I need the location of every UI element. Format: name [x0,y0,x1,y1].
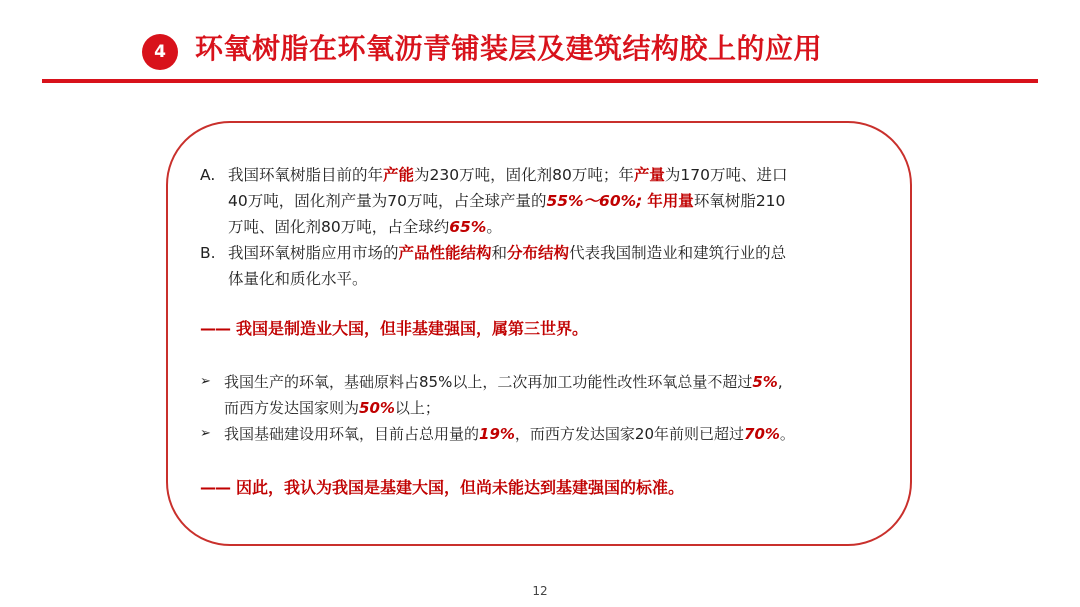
conclusion-2: —— 因此，我认为我国是基建大国，但尚未能达到基建强国的标准。 [200,478,685,497]
arrow-bullet-icon: ➢ [200,374,211,389]
item-b-line-1: 我国环氧树脂应用市场的产品性能结构和分布结构代表我国制造业和建筑行业的总 [228,244,787,262]
item-a-line-1: 我国环氧树脂目前的年产能为230万吨，固化剂80万吨；年产量为170万吨、进口 [228,166,788,184]
bullet-2-line-1: 我国基础建设用环氧，目前占总用量的19%，而西方发达国家20年前则已超过70%。 [224,425,795,443]
item-a-line-3: 万吨、固化剂80万吨，占全球约65%。 [228,218,502,236]
item-a-line-2: 40万吨，固化剂产量为70万吨，占全球产量的55%～60%; 年用量环氧树脂210 [228,192,786,210]
item-b-line-2: 体量化和质化水平。 [228,270,368,288]
conclusion-1: —— 我国是制造业大国，但非基建强国，属第三世界。 [200,319,589,338]
item-b-marker: B. [200,244,216,262]
bullet-1-line-2: 而西方发达国家则为50%以上； [224,399,440,417]
page-number: 12 [532,584,548,598]
title-divider [42,79,1038,83]
content-panel [166,121,912,546]
bullet-1-line-1: 我国生产的环氧，基础原料占85%以上，二次再加工功能性改性环氧总量不超过5%, [224,373,783,391]
slide-title: 环氧树脂在环氧沥青铺装层及建筑结构胶上的应用 [195,32,823,65]
section-number-badge: 4 [142,34,178,70]
arrow-bullet-icon: ➢ [200,426,211,441]
item-a-marker: A. [200,166,216,184]
